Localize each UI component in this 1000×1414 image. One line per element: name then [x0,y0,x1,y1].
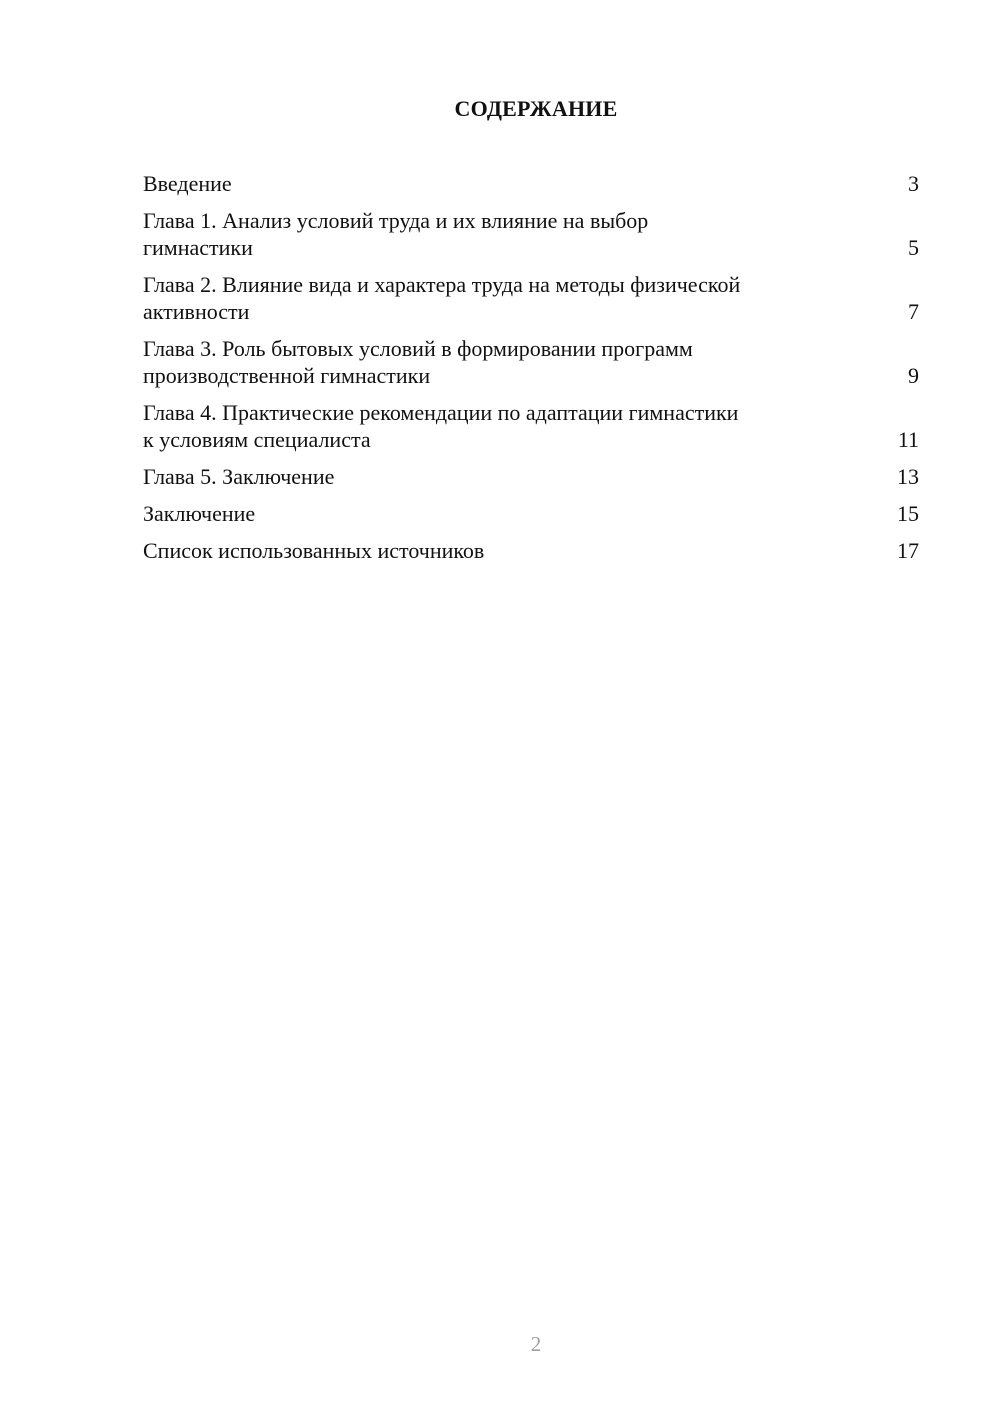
page-number: 2 [530,1332,542,1356]
toc-entry-page-number: 5 [908,235,919,260]
toc-entry-page-number: 3 [908,171,919,196]
toc-entry-title: Список использованных источников [143,538,485,563]
toc-entry-conclusion [143,500,919,527]
toc-entry-page-number: 7 [908,299,919,324]
table-of-contents [143,170,919,574]
toc-entry-page-number: 11 [897,427,919,452]
toc-entry-references [143,537,919,564]
toc-entry-chapter-1 [143,207,919,261]
toc-entry-title: Глава 3. Роль бытовых условий в формировании программ производственной гимнастики [143,336,693,388]
toc-entry-introduction [143,170,919,197]
toc-entry-title: Глава 4. Практические рекомендации по адаптации гимнастики к условиям специалиста [143,400,739,452]
toc-entry-chapter-5 [143,463,919,490]
toc-entry-title: Глава 5. Заключение [143,464,335,489]
toc-entry-page-number: 9 [908,363,919,388]
toc-entry-page-number: 15 [897,501,919,526]
toc-entry-page-number: 17 [897,538,919,563]
page-title: СОДЕРЖАНИЕ [454,96,618,121]
toc-entry-chapter-3 [143,335,919,389]
toc-entry-title: Глава 2. Влияние вида и характера труда на методы физической активности [143,272,741,324]
toc-entry-title: Глава 1. Анализ условий труда и их влияние на выбор гимнастики [143,208,649,260]
toc-entry-title: Заключение [143,501,256,526]
toc-entry-title: Введение [143,171,232,196]
toc-entry-chapter-4 [143,399,919,453]
toc-entry-chapter-2 [143,271,919,325]
toc-entry-page-number: 13 [897,464,919,489]
